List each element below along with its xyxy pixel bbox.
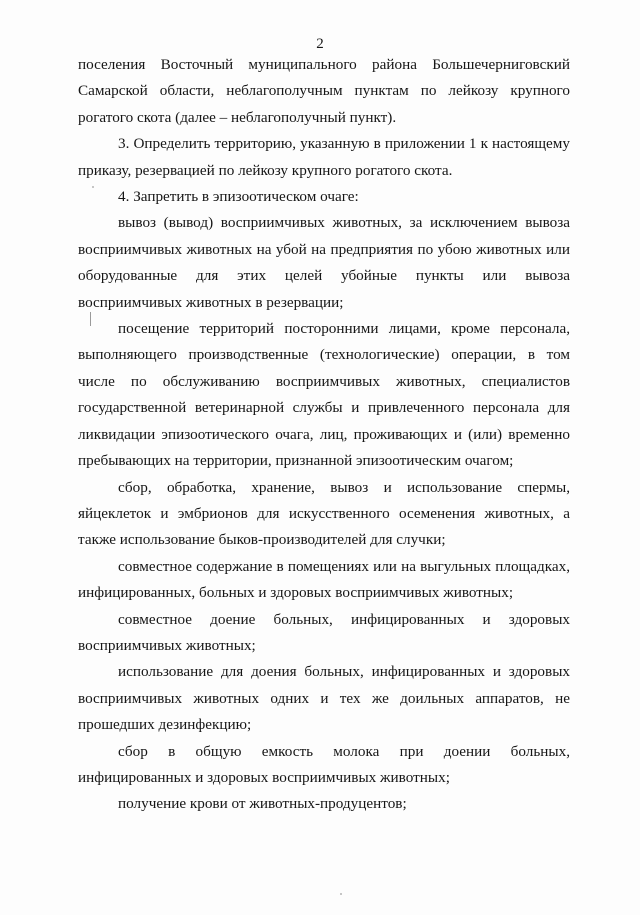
paragraph-prohibition-visits: посещение территорий посторонними лицами, кроме персонала, выполняющего производственные (технологические) операции, в том числе по обслуживанию восприимчивых животных, специалистов государственной ветеринарной службы и привлеченного персонала для ликвидации эпизоотического очага, лиц, проживающих и (или) временно пребывающих на территории, признанной эпизоотическим очагом; (78, 320, 570, 470)
scan-artifact-dot (340, 893, 342, 895)
paragraph-prohibition-blood: получение крови от животных-продуцентов; (118, 795, 407, 813)
page-number: 2 (316, 36, 324, 52)
scan-artifact-mark (90, 312, 91, 326)
paragraph-item-3: 3. Определить территорию, указанную в приложении 1 к настоящему приказу, резервацией по лейкозу крупного рогатого скота. (78, 135, 570, 179)
paragraph-prohibition-milking-machines: использование для доения больных, инфицированных и здоровых восприимчивых животных одних и тех же доильных аппаратов, не прошедших дезинфекцию; (78, 663, 570, 734)
scan-artifact-dot (92, 186, 94, 188)
paragraph-continuation: поселения Восточный муниципального района Большечерниговский Самарской области, неблагополучным пунктам по лейкозу крупного рогатого скота (далее – неблагополучный пункт). (78, 56, 570, 126)
paragraph-prohibition-joint-milking: совместное доение больных, инфицированных и здоровых восприимчивых животных; (78, 610, 570, 654)
paragraph-item-4: 4. Запретить в эпизоотическом очаге: (118, 188, 359, 206)
paragraph-prohibition-joint-keeping: совместное содержание в помещениях или на выгульных площадках, инфицированных, больных и здоровых восприимчивых животных; (78, 557, 570, 602)
paragraph-prohibition-export: вывоз (вывод) восприимчивых животных, за исключением вывоза восприимчивых животных на убой на предприятия по убою животных или оборудованные для этих целей убойные пункты или вывоза восприимчивых животных в резервации; (78, 214, 570, 311)
paragraph-prohibition-sperm: сбор, обработка, хранение, вывоз и использование спермы, яйцеклеток и эмбрионов для искусственного осеменения животных, а также использование быков-производителей для случки; (78, 478, 570, 549)
document-body (78, 52, 570, 818)
paragraph-prohibition-milk-collection: сбор в общую емкость молока при доении больных, инфицированных и здоровых восприимчивых животных; (78, 742, 570, 786)
